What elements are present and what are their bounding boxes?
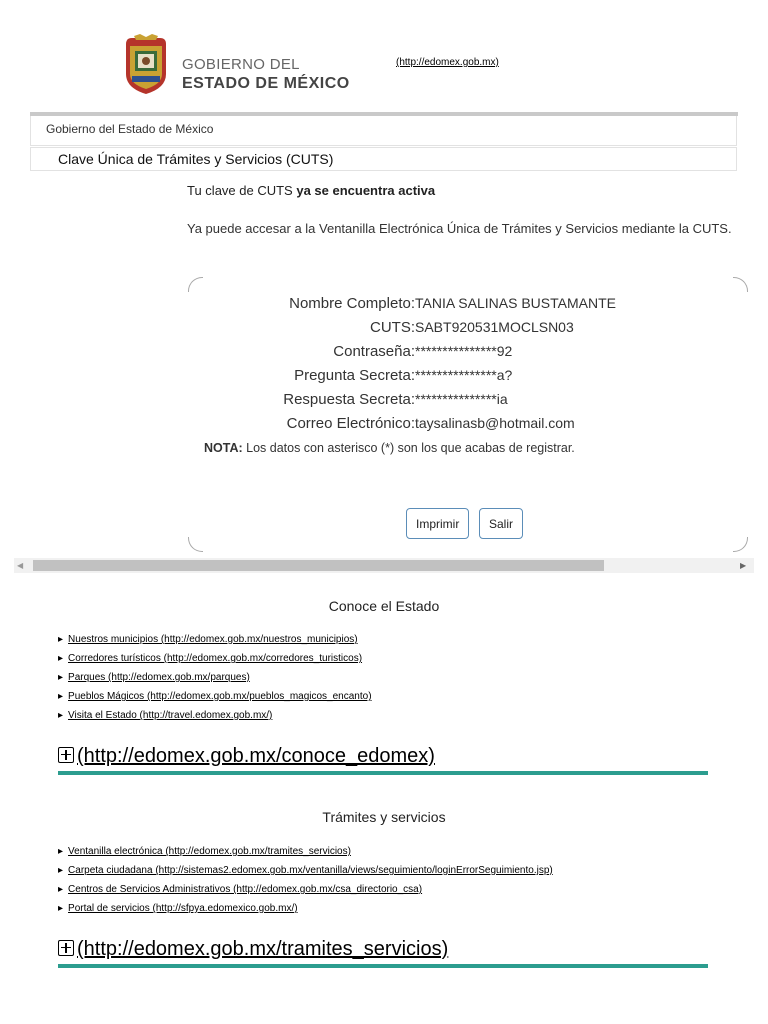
list-item — [58, 687, 372, 706]
field-label-question: Pregunta Secreta: — [294, 367, 415, 384]
conoce-link-corredores[interactable]: Corredores turísticos (http://edomex.gob.mx/corredores_turisticos) — [68, 653, 363, 664]
breadcrumb: Gobierno del Estado de México — [46, 122, 214, 136]
list-item — [58, 706, 372, 725]
logo-text-line1: GOBIERNO DEL — [182, 56, 300, 73]
scrollbar-thumb[interactable] — [33, 560, 604, 571]
card-corner-bottom-right — [733, 537, 748, 552]
list-item — [58, 880, 553, 899]
field-value-answer: ***************ia — [415, 391, 508, 407]
note-text — [204, 441, 575, 455]
card-corner-top-left — [188, 277, 203, 292]
tramites-heading: Trámites y servicios — [322, 809, 446, 825]
list-item — [58, 630, 372, 649]
list-item — [58, 842, 553, 861]
conoce-link-parques[interactable]: Parques (http://edomex.gob.mx/parques) — [68, 672, 250, 683]
field-label-name: Nombre Completo: — [289, 295, 415, 312]
note-label: NOTA: — [204, 441, 243, 455]
activation-message-bold: ya se encuentra activa — [296, 183, 436, 198]
list-item — [58, 899, 553, 918]
expand-plus-icon[interactable] — [58, 747, 74, 763]
scroll-left-icon[interactable]: ◀ — [17, 561, 24, 570]
logo-text-line2: ESTADO DE MÉXICO — [182, 75, 350, 92]
card-corner-top-right — [733, 277, 748, 292]
access-message: Ya puede accesar a la Ventanilla Electrónica Única de Trámites y Servicios mediante la CUTS. — [187, 221, 732, 236]
tramites-link-portal[interactable]: Portal de servicios (http://sfpya.edomexico.gob.mx/) — [68, 903, 298, 914]
scroll-right-icon[interactable]: ▶ — [740, 561, 747, 570]
field-value-password: ***************92 — [415, 343, 513, 359]
conoce-links-list — [58, 630, 372, 725]
conoce-link-visita[interactable]: Visita el Estado (http://travel.edomex.gob.mx/) — [68, 710, 273, 721]
tramites-links-list — [58, 842, 553, 918]
expand-plus-icon[interactable] — [58, 940, 74, 956]
field-label-email: Correo Electrónico: — [286, 415, 415, 432]
page-title: Clave Única de Trámites y Servicios (CUTS) — [58, 151, 334, 167]
print-button[interactable]: Imprimir — [406, 508, 469, 539]
field-value-name: TANIA SALINAS BUSTAMANTE — [415, 295, 616, 311]
exit-button[interactable]: Salir — [479, 508, 523, 539]
field-label-answer: Respuesta Secreta: — [283, 391, 415, 408]
conoce-heading: Conoce el Estado — [328, 598, 440, 614]
field-value-cuts: SABT920531MOCLSN03 — [415, 319, 574, 335]
conoce-more-link[interactable]: (http://edomex.gob.mx/conoce_edomex) — [77, 745, 435, 767]
list-item — [58, 649, 372, 668]
state-seal-logo — [120, 34, 172, 96]
conoce-link-pueblos[interactable]: Pueblos Mágicos (http://edomex.gob.mx/pueblos_magicos_encanto) — [68, 691, 372, 702]
tramites-divider — [58, 964, 708, 968]
header-home-link[interactable]: (http://edomex.gob.mx) — [396, 57, 499, 68]
list-item — [58, 861, 553, 880]
field-value-email: taysalinasb@hotmail.com — [415, 415, 575, 431]
conoce-link-municipios[interactable]: Nuestros municipios (http://edomex.gob.mx/nuestros_municipios) — [68, 634, 358, 645]
field-label-cuts: CUTS: — [370, 319, 415, 336]
tramites-link-centros[interactable]: Centros de Servicios Administrativos (http://edomex.gob.mx/csa_directorio_csa) — [68, 884, 423, 895]
card-corner-bottom-left — [188, 537, 203, 552]
tramites-more — [58, 938, 448, 961]
activation-message-prefix: Tu clave de CUTS — [187, 183, 297, 198]
conoce-divider — [58, 771, 708, 775]
tramites-link-carpeta[interactable]: Carpeta ciudadana (http://sistemas2.edomex.gob.mx/ventanilla/views/seguimiento/loginErrorSeguimiento.jsp) — [68, 865, 553, 876]
note-body: Los datos con asterisco (*) son los que acabas de registrar. — [242, 441, 575, 455]
field-label-password: Contraseña: — [333, 343, 415, 360]
field-value-question: ***************a? — [415, 367, 513, 383]
conoce-more — [58, 745, 435, 768]
list-item — [58, 668, 372, 687]
tramites-more-link[interactable]: (http://edomex.gob.mx/tramites_servicios) — [77, 938, 449, 960]
activation-message — [187, 183, 435, 198]
tramites-link-ventanilla[interactable]: Ventanilla electrónica (http://edomex.gob.mx/tramites_servicios) — [68, 846, 351, 857]
